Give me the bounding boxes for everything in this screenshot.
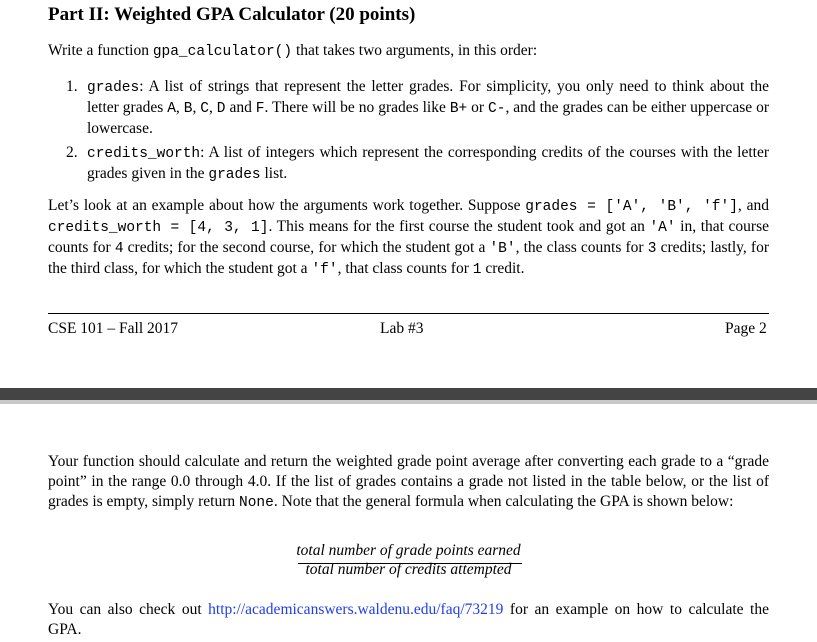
list-number: 2. [66,144,78,161]
footer-course: CSE 101 – Fall 2017 [48,320,179,337]
grade-code: B+ [449,101,468,117]
example-text: credits; lastly, for the third class, for which the student got a [48,239,769,277]
description-text: Your function should calculate and return the weighted grade point average after converting each grade to a “grade point” in the range 0.0 through 4.0. If the list of grades contains a grade not listed in the table below, or the list of grades is empty, simply return [48,453,769,510]
conjunction: and [225,99,256,116]
grades-arg-code: grades [87,80,140,96]
grade-code: C- [488,101,506,117]
intro-text: Write a function [48,42,153,59]
reference-link[interactable]: http://academicanswers.waldenu.edu/faq/73219 [208,601,504,618]
list-text: : A list of integers which represent the corresponding credits of the courses with the letter grades given in the [87,144,769,182]
footer-rule [48,313,769,314]
example-code: credits_worth = [4, 3, 1] [48,220,269,236]
intro-paragraph [48,41,778,62]
list-text: . There will be no grades like [264,99,450,116]
list-item-body [87,77,769,139]
grade-code: B [183,101,193,117]
footer-lab: Lab #3 [380,320,424,337]
example-code: 1 [472,262,482,278]
none-code: None [239,495,274,511]
page-separator-shadow [0,388,817,400]
gpa-description-paragraph [48,452,769,513]
grade-code: C [200,101,209,117]
function-name-code: gpa_calculator() [152,44,293,60]
example-text: credit. [481,260,525,277]
example-code: 'B' [489,241,516,257]
list-number: 1. [66,78,78,95]
description-text: . Note that the general formula when calculating the GPA is shown below: [273,493,734,510]
example-text: , the class counts for [515,239,648,256]
example-code: grades = ['A', 'B', 'f'] [525,199,738,215]
example-code: 'f' [311,262,338,278]
separator: , [192,99,201,116]
list-text: : A list of strings that represent the letter grades. For simplicity, you only need to think about the letter grades [87,78,769,116]
example-text: , and [737,197,769,214]
separator: , [175,99,184,116]
list-text: , and the grades can be either uppercase or lowercase. [87,99,769,137]
document-page-2 [0,404,817,642]
reference-paragraph [48,600,769,640]
example-paragraph [48,196,769,280]
example-code: 'A' [649,220,676,236]
list-text: list. [260,165,288,182]
page-separator [0,388,817,404]
example-code: 4 [114,241,124,257]
example-text: . This means for the first course the student took and got an [268,218,650,235]
reference-text: You can also check out [48,601,209,618]
reference-text: for an example on how to calculate the GPA. [48,601,769,638]
grade-code: A [167,101,176,117]
list-item-body [87,143,769,185]
separator: , [208,99,217,116]
credits-arg-code: credits_worth [87,146,201,162]
grade-code: F [255,101,265,117]
section-heading: Part II: Weighted GPA Calculator (20 points) [48,4,416,25]
example-text: , that class counts for [337,260,473,277]
example-code: 3 [647,241,657,257]
example-text: credits; for the second course, for which the student got a [123,239,490,256]
grade-code: D [216,101,226,117]
intro-text-end: that takes two arguments, in this order: [292,42,538,59]
footer-page-number: Page 2 [725,320,767,337]
example-text: in, that course counts for [48,218,769,256]
example-text: Let’s look at an example about how the arguments work together. Suppose [48,197,526,214]
grades-arg-code: grades [208,167,261,183]
formula-denominator: total number of credits attempted [305,561,512,578]
formula-numerator: total number of grade points earned [296,542,521,559]
conjunction: or [467,99,489,116]
